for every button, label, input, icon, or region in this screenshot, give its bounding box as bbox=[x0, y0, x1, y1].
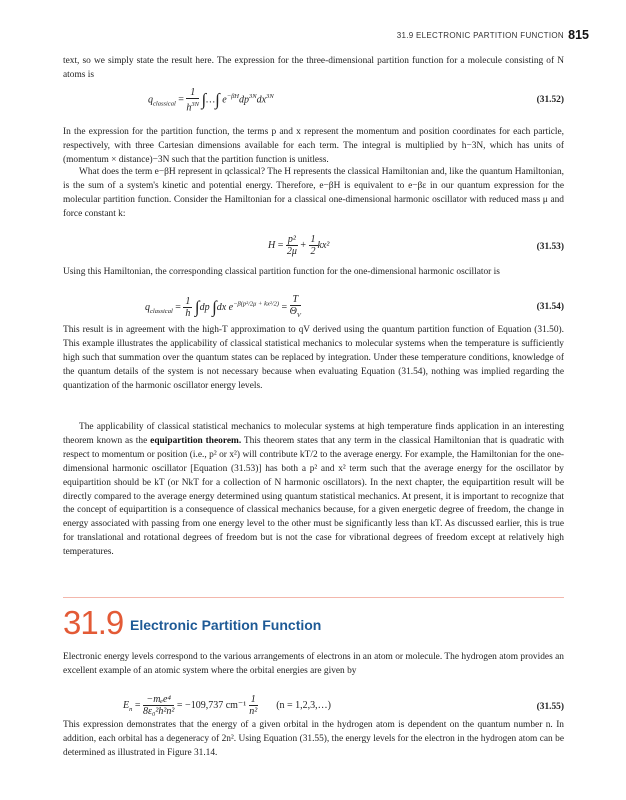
equation-31-52: $q_{classical}$ = $\frac{1}{h^{3N}}$ ∫…∫ $e^{-\beta H}dp^{3N}dx^{3N}$ (31.52) bbox=[148, 87, 564, 114]
equation-31-55: $E_n$ = $\frac{\text{−mₑe⁴}}{\text{8ε₀²h²n²}}$ = −109,737 cm⁻¹ $\frac{1}{\text{n²}}$ (n = 1,2,3,…) (31.55) bbox=[123, 694, 564, 717]
running-header-section: 31.9 ELECTRONIC PARTITION FUNCTION bbox=[396, 31, 564, 40]
equation-number: (31.53) bbox=[536, 242, 564, 252]
equation-number: (31.54) bbox=[536, 302, 564, 312]
keyword-equipartition: equipartition theorem. bbox=[150, 435, 242, 446]
paragraph-using-hamiltonian: Using this Hamiltonian, the corresponding classical partition function for the one-dimensional harmonic oscillator is bbox=[63, 267, 500, 277]
running-header bbox=[0, 29, 626, 43]
equation-number: (31.52) bbox=[536, 95, 564, 105]
section-title: Electronic Partition Function bbox=[130, 617, 322, 633]
equation-number: (31.55) bbox=[536, 702, 564, 712]
section-divider bbox=[63, 597, 564, 598]
paragraph-momentum: In the expression for the partition function, the terms p and x represent the momentum and position coordinates for each particle, respectively, with three Cartesian dimensions available for each term. The integral is multiplied by h−3N, which has units of (momentum × distance)−3N such that the partition function is unitless. bbox=[63, 127, 564, 165]
equation-31-54: $q_{classical}$ = $\frac{1}{h}$ ∫dp ∫dx $e^{-\beta(p^2/2\mu + kx^2/2)}$ = $\frac{T}{\Theta_V}$ (31.54) bbox=[145, 294, 564, 319]
paragraph-electronic: Electronic energy levels correspond to the various arrangements of electrons in an atom or molecule. The hydrogen atom provides an excellent example of an atomic system where the orbital energies are given by bbox=[63, 652, 564, 676]
paragraph-intro: text, so we simply state the result here. The expression for the three-dimensional partition function for a molecule consisting of N atoms is bbox=[63, 56, 564, 80]
paragraph-demonstrates: This expression demonstrates that the energy of a given orbital in the hydrogen atom is dependent on the quantum number n. In addition, each orbital has a degeneracy of 2n². Using Equation (31.55), the energy levels for the electron in the hydrogen atom can be determined as illustrated in Figure 31.14. bbox=[63, 720, 564, 758]
paragraph-equipartition: The applicability of classical statistical mechanics to molecular systems at high temperature finds application in an interesting theorem known as the equipartition theorem. This theorem states that any term in the classical Hamiltonian that is quadratic with respect to momentum or position (i.e., p² or x²) will contribute kT/2 to the average energy. For example, the Hamiltonian for the one-dimensional harmonic oscillator [Equation (31.53)] has both a p² and x² term such that the average energy for the oscillator by equipartition should be kT (or NkT for a collection of N harmonic oscillators). In the next chapter, the equipartition result will be directly compared to the average energy determined using quantum statistical mechanics. At present, it is important to recognize that the concept of equipartition is a consequence of classical mechanics because, for a given energetic degree of freedom, the change in energy associated with passing from one energy level to the other must be significantly less than kT. As discussed earlier, this is true for translational and rotational degrees of freedom but is not the case for vibrational degrees of freedom except at relatively high temperatures. bbox=[63, 422, 564, 558]
equation-31-53: H = $\frac{\text{p²}}{2\mu}$ + $\frac{1}{2}$ kx² (31.53) bbox=[268, 234, 564, 257]
page-number: 815 bbox=[568, 28, 589, 42]
section-number: 31.9 bbox=[63, 604, 124, 641]
paragraph-agreement: This result is in agreement with the high-T approximation to qV derived using the quantum partition function of Equation (31.50). This example illustrates the applicability of classical statistical mechanics to molecular systems when the temperature is sufficiently high such that summation over the quantum states can be replaced by integration. Under these temperature conditions, knowledge of the quantum details of the system is not necessary because when evaluating Equation (31.54), nothing was implied regarding the quantization of the harmonic oscillator energy levels. bbox=[63, 325, 564, 391]
paragraph-hamiltonian: What does the term e−βH represent in qclassical? The H represents the classical Hamiltonian and, like the quantum Hamiltonian, is the sum of a system's kinetic and potential energy. Therefore, e−βH is equivalent to e−βε in our quantum expression for the molecular partition function. Consider the Hamiltonian for a classical one-dimensional harmonic oscillator with reduced mass μ and force constant k: bbox=[63, 167, 564, 219]
